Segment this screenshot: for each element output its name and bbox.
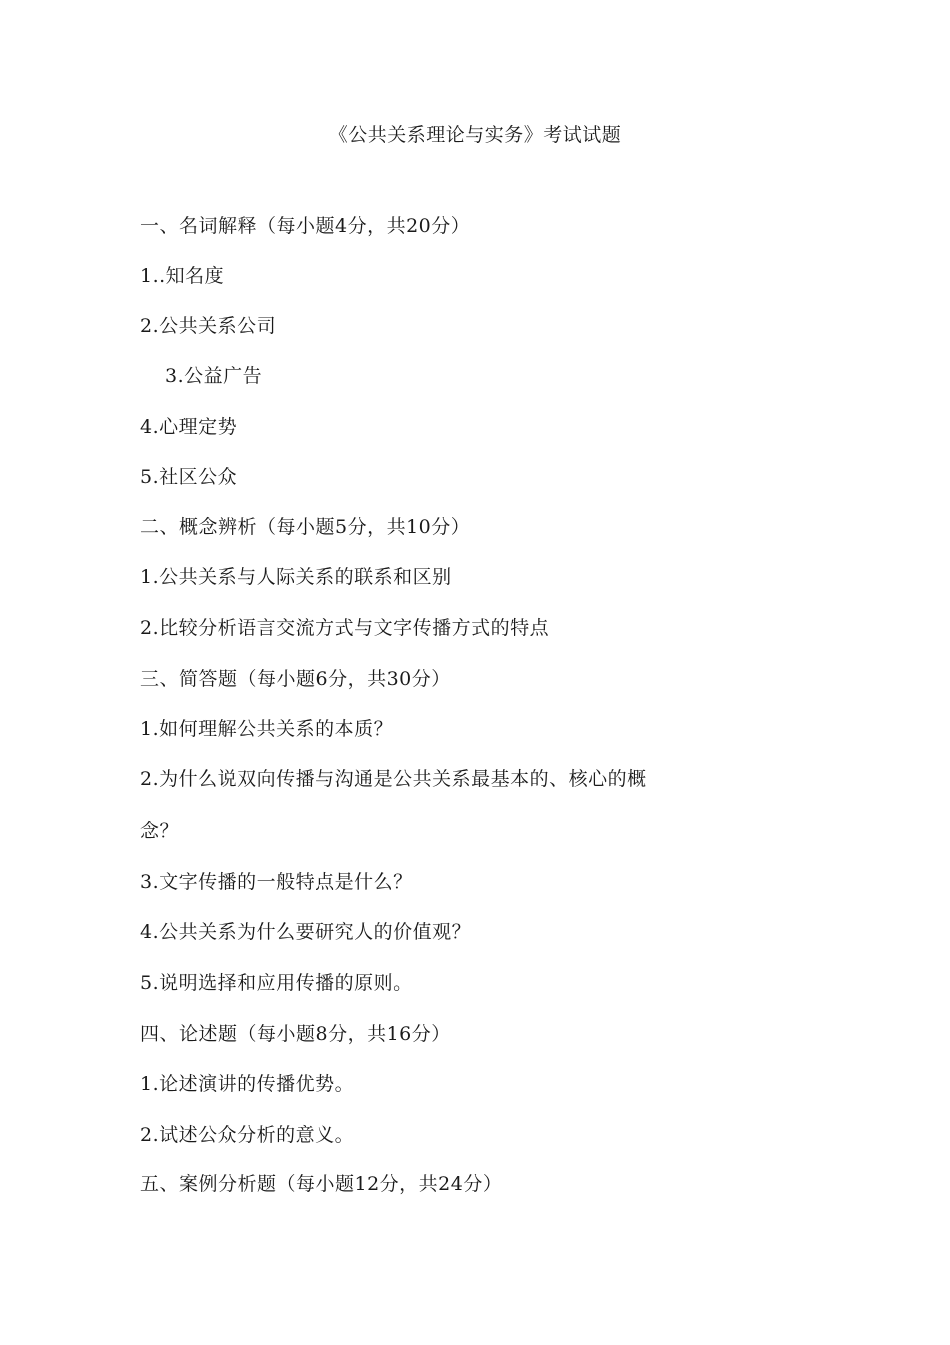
question-1-3: 3.公益广告 [165, 365, 263, 387]
question-3-5: 5.说明选择和应用传播的原则。 [140, 972, 413, 994]
section-heading-2: 二、概念辨析（每小题5分，共10分） [140, 516, 471, 538]
question-1-1: 1..知名度 [140, 265, 225, 287]
section-heading-5: 五、案例分析题（每小题12分，共24分） [140, 1173, 503, 1195]
question-1-5: 5.社区公众 [140, 466, 238, 488]
question-1-4: 4.心理定势 [140, 416, 238, 438]
question-3-2-continued: 念？ [140, 820, 180, 842]
question-2-2: 2.比较分析语言交流方式与文字传播方式的特点 [140, 617, 550, 639]
section-heading-3: 三、简答题（每小题6分，共30分） [140, 668, 451, 690]
question-1-2: 2.公共关系公司 [140, 315, 277, 337]
question-3-2: 2.为什么说双向传播与沟通是公共关系最基本的、核心的概 [140, 768, 647, 790]
document-title: 《公共关系理论与实务》考试试题 [328, 124, 622, 146]
question-3-1: 1.如何理解公共关系的本质？ [140, 718, 394, 740]
question-4-2: 2.试述公众分析的意义。 [140, 1124, 355, 1146]
section-heading-1: 一、名词解释（每小题4分，共20分） [140, 215, 471, 237]
question-3-4: 4.公共关系为什么要研究人的价值观？ [140, 921, 472, 943]
section-heading-4: 四、论述题（每小题8分，共16分） [140, 1023, 451, 1045]
question-2-1: 1.公共关系与人际关系的联系和区别 [140, 566, 452, 588]
question-4-1: 1.论述演讲的传播优势。 [140, 1073, 355, 1095]
question-3-3: 3.文字传播的一般特点是什么？ [140, 871, 413, 893]
